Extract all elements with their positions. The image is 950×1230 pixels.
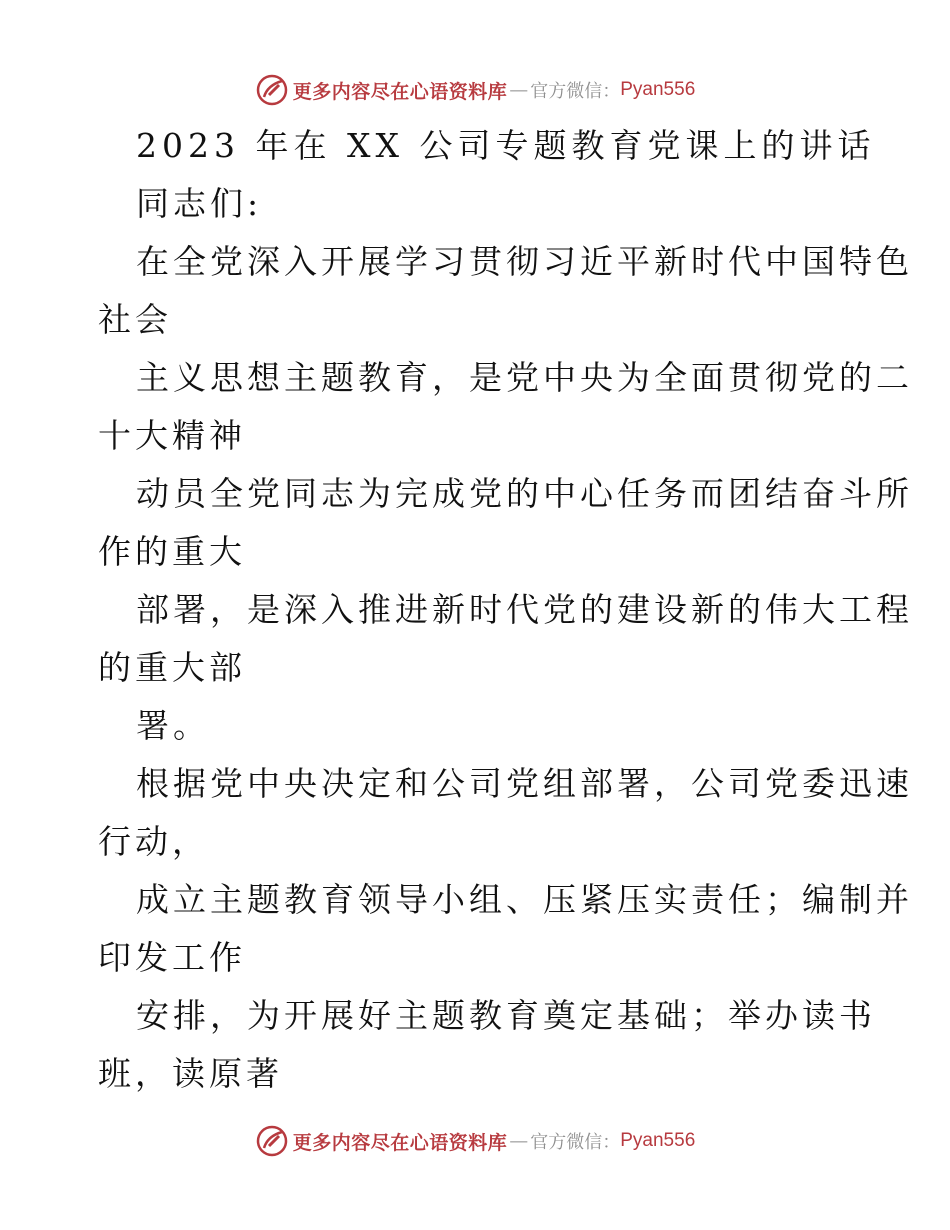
text-line: 班，读原著 — [98, 1054, 283, 1093]
text-line: 的重大部 — [98, 648, 246, 687]
text-line: 部署，是深入推进新时代党的建设新的伟大工程 — [136, 590, 913, 629]
text-line: 印发工作 — [98, 938, 246, 977]
salutation: 同志们: — [136, 184, 263, 223]
document-body — [98, 117, 913, 1103]
text-line: 十大精神 — [98, 416, 246, 455]
text-line: 成立主题教育领导小组、压紧压实责任；编制并 — [136, 880, 913, 919]
text-line: 根据党中央决定和公司党组部署，公司党委迅速 — [136, 764, 913, 803]
text-line: 安排，为开展好主题教育奠定基础；举办读书 — [136, 996, 876, 1035]
banner-wechat-label: 官方微信： — [530, 81, 621, 102]
banner-brand-text: 更多内容尽在心语资料库 — [292, 80, 508, 103]
banner-wechat-label: 官方微信： — [530, 1132, 621, 1153]
footer-banner — [0, 1121, 950, 1161]
banner-brand-text: 更多内容尽在心语资料库 — [292, 1131, 508, 1154]
text-line: 署。 — [136, 706, 210, 745]
text-line: 在全党深入开展学习贯彻习近平新时代中国特色 — [136, 242, 913, 281]
logo-icon — [255, 73, 289, 107]
document-title: 2023 年在 XX 公司专题教育党课上的讲话 — [136, 126, 876, 165]
text-line: 作的重大 — [98, 532, 246, 571]
banner-dash: — — [509, 79, 529, 101]
text-line: 社会 — [98, 300, 172, 339]
header-banner — [0, 70, 950, 110]
text-line: 行动， — [98, 822, 209, 861]
text-line: 主义思想主题教育，是党中央为全面贯彻党的二 — [136, 358, 913, 397]
banner-dash: — — [509, 1130, 529, 1152]
logo-icon — [255, 1124, 289, 1158]
banner-wechat-id: Pyan556 — [620, 1130, 696, 1151]
banner-wechat-id: Pyan556 — [620, 79, 696, 100]
text-line: 动员全党同志为完成党的中心任务而团结奋斗所 — [136, 474, 913, 513]
